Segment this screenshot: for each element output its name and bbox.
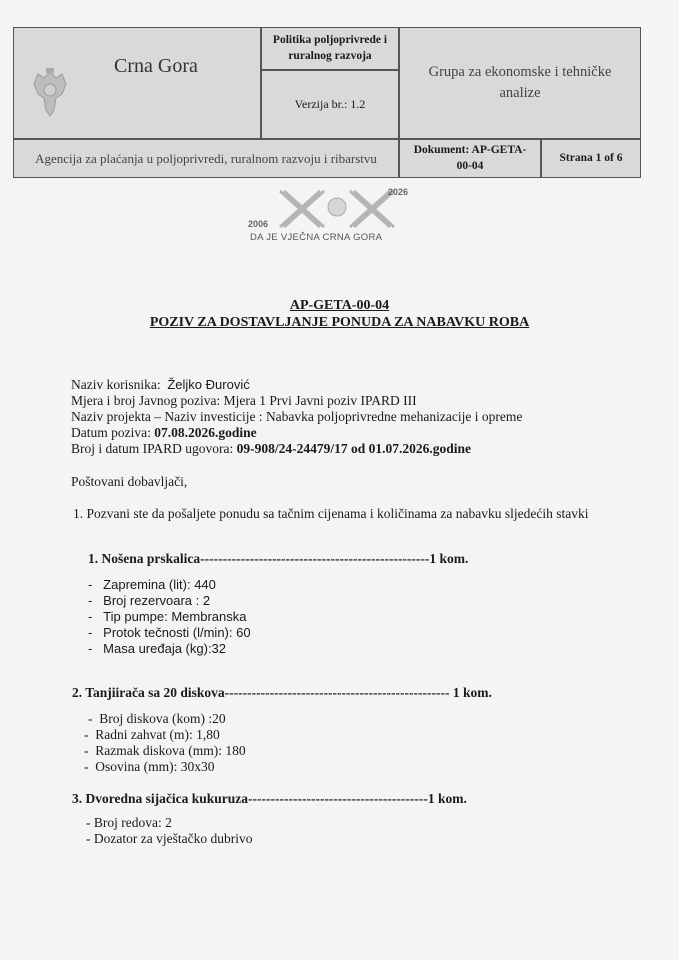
item-2-spec: - Osovina (mm): 30x30 bbox=[84, 759, 215, 774]
greeting: Poštovani dobavljači, bbox=[71, 474, 188, 489]
item-3-heading: 3. Dvoredna sijačica kukuruza----------------------------------------1 kom. bbox=[72, 791, 467, 806]
item-1-heading: 1. Nošena prskalica---------------------------------------------------1 kom. bbox=[88, 551, 469, 566]
document-code: Dokument: AP-GETA-00-04 bbox=[413, 143, 527, 172]
agency-name: Agencija za plaćanja u poljoprivredi, ruralnom razvoju i ribarstvu bbox=[35, 150, 377, 166]
group-name: Grupa za ekonomske i tehničke analize bbox=[428, 63, 612, 101]
item-1-spec: - Protok tečnosti (l/min): 60 bbox=[88, 625, 251, 640]
coat-of-arms-icon bbox=[28, 66, 72, 122]
anniversary-logo bbox=[240, 183, 440, 243]
version-label: Verzija br.: 1.2 bbox=[294, 97, 366, 112]
item-2-heading: 2. Tanjiirača sa 20 diskova-------------------------------------------------- 1 kom. bbox=[72, 685, 492, 700]
info-datum: Datum poziva: 07.08.2026.godine bbox=[71, 425, 257, 440]
document-title: POZIV ZA DOSTAVLJANJE PONUDA ZA NABAVKU ROBA bbox=[149, 315, 530, 330]
item-2-spec: - Radni zahvat (m): 1,80 bbox=[84, 727, 220, 742]
item-1-spec: - Masa uređaja (kg):32 bbox=[88, 641, 227, 656]
group-cell bbox=[399, 27, 641, 139]
info-mjera: Mjera i broj Javnog poziva: Mjera 1 Prvi Javni poziv IPARD III bbox=[71, 393, 417, 408]
version-cell bbox=[261, 70, 399, 139]
item-1-spec: - Zapremina (lit): 440 bbox=[88, 577, 216, 592]
item-3-spec: - Broj redova: 2 bbox=[86, 815, 172, 830]
document-cell bbox=[399, 139, 541, 178]
page-number: Strana 1 of 6 bbox=[559, 151, 623, 164]
item-2-spec: - Broj diskova (kom) :20 bbox=[88, 711, 226, 726]
logo-motto: DA JE VJEČNA CRNA GORA bbox=[250, 232, 383, 243]
policy-name: Politika poljoprivrede i ruralnog razvoja bbox=[272, 33, 388, 62]
logo-year-end: 2026 bbox=[388, 187, 409, 197]
info-projekat: Naziv projekta – Naziv investicije : Nabavka poljoprivredne mehanizacije i opreme bbox=[71, 409, 523, 424]
info-korisnik: Naziv korisnika: Željko Đurović bbox=[71, 377, 250, 392]
agency-cell bbox=[13, 139, 399, 178]
intro-paragraph: 1. Pozvani ste da pošaljete ponudu sa tačnim cijenama i količinama za nabavku sljedećih stavki bbox=[73, 506, 589, 521]
logo-year-start: 2006 bbox=[248, 219, 269, 229]
info-ugovor: Broj i datum IPARD ugovora: 09-908/24-24479/17 od 01.07.2026.godine bbox=[71, 441, 472, 456]
item-1-spec: - Tip pumpe: Membranska bbox=[88, 609, 247, 624]
page-cell bbox=[541, 139, 641, 178]
policy-cell bbox=[261, 27, 399, 70]
item-1-spec: - Broj rezervoara : 2 bbox=[88, 593, 211, 608]
anniversary-xx-icon bbox=[240, 183, 440, 243]
country-name: Crna Gora bbox=[114, 55, 198, 77]
country-cell bbox=[13, 27, 261, 139]
item-3-spec: - Dozator za vještačko dubrivo bbox=[86, 831, 253, 846]
item-2-spec: - Razmak diskova (mm): 180 bbox=[84, 743, 246, 758]
document-code-title: AP-GETA-00-04 bbox=[289, 298, 390, 313]
